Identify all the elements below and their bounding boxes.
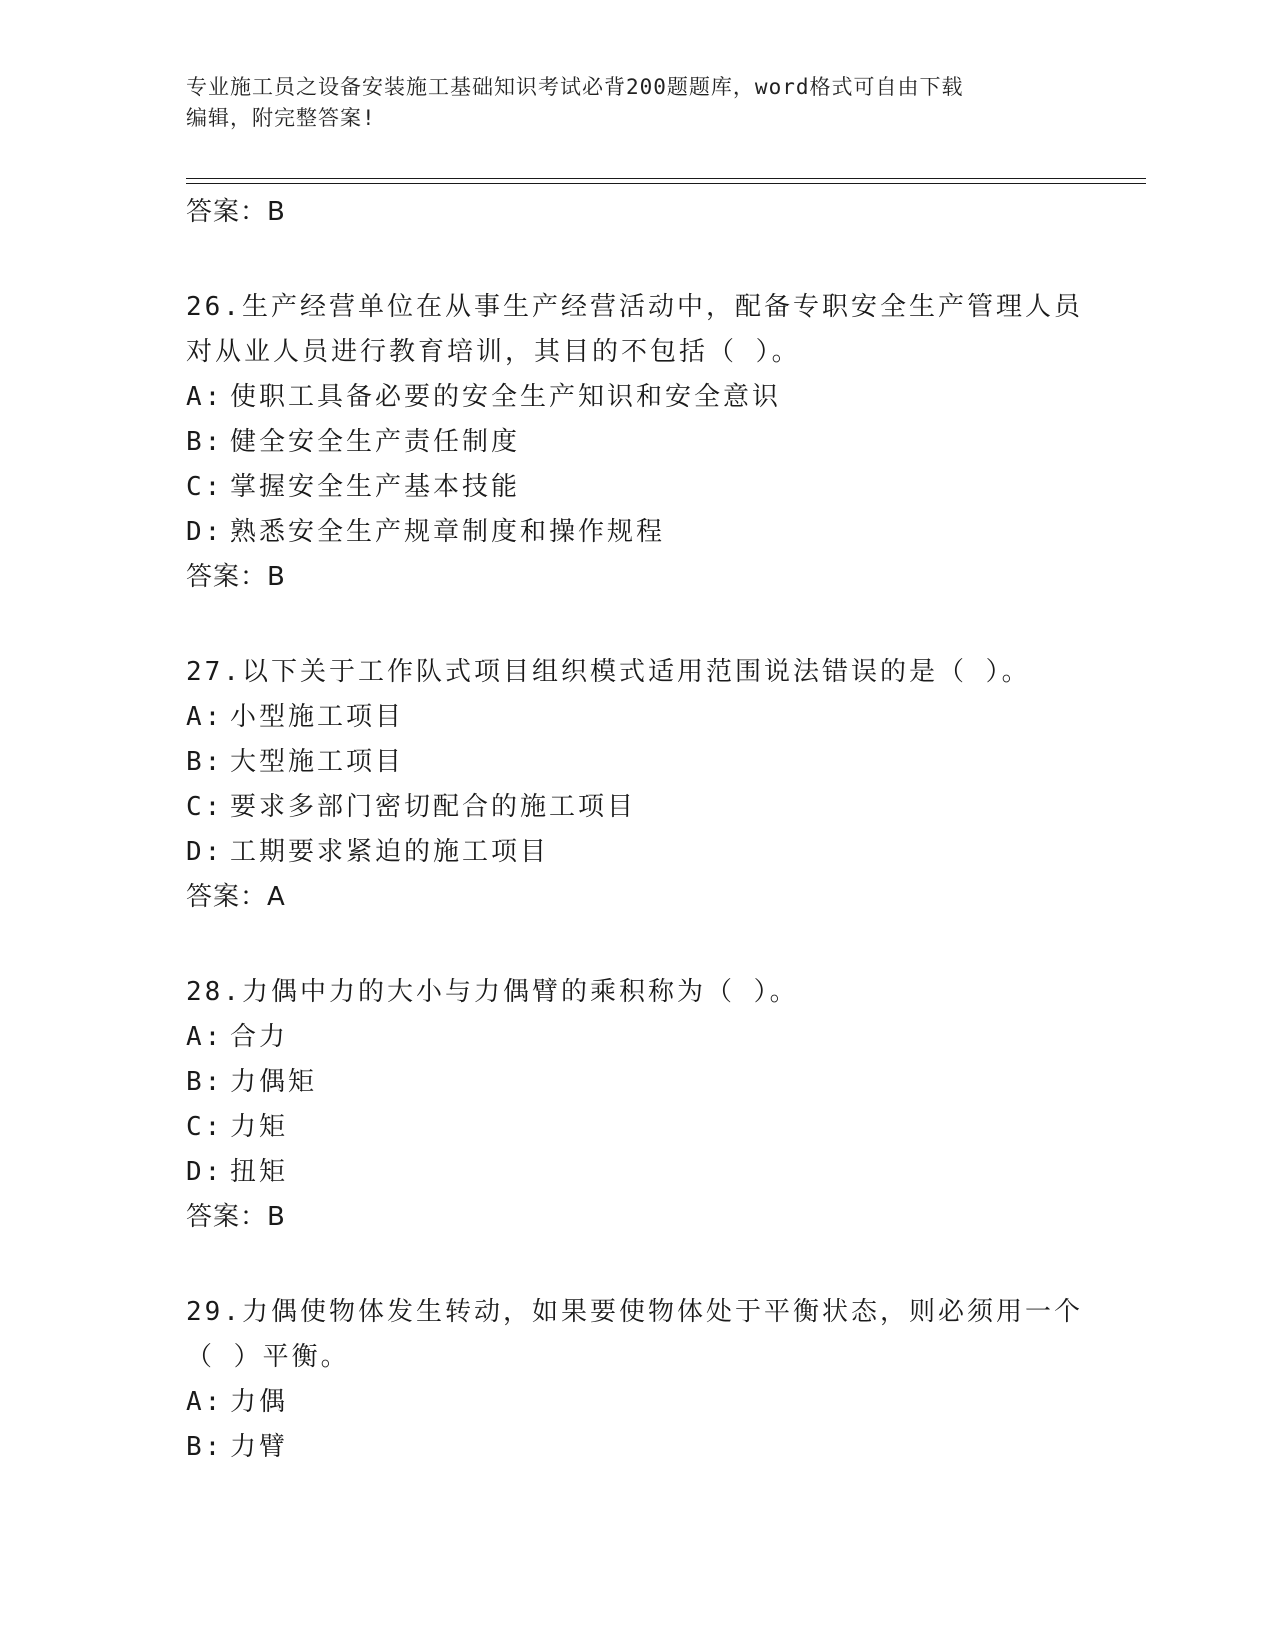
- header-line-1: 专业施工员之设备安装施工基础知识考试必背200题题库，word格式可自由下载: [186, 75, 964, 99]
- option-text: 力偶矩: [230, 1067, 318, 1097]
- option-text: 要求多部门密切配合的施工项目: [230, 792, 637, 822]
- header-divider-bottom: [186, 183, 1146, 184]
- option: [186, 785, 1086, 830]
- answer-line: 答案：B: [186, 1202, 286, 1232]
- option: [186, 1425, 1086, 1470]
- option: [186, 1150, 1086, 1195]
- option-key: D:: [186, 517, 224, 547]
- question-block: [186, 1290, 1086, 1470]
- question-stem: 对从业人员进行教育培训，其目的不包括（ ）。: [186, 337, 801, 367]
- option-text: 使职工具备必要的安全生产知识和安全意识: [230, 382, 782, 412]
- option-key: C:: [186, 1112, 224, 1142]
- option-key: B:: [186, 427, 224, 457]
- option-key: A:: [186, 1022, 224, 1052]
- spacer: [186, 1240, 1086, 1290]
- option-key: C:: [186, 472, 224, 502]
- option: [186, 830, 1086, 875]
- question-stem: 27.以下关于工作队式项目组织模式适用范围说法错误的是（ ）。: [186, 657, 1031, 687]
- option-text: 扭矩: [230, 1157, 289, 1187]
- document-header: [186, 72, 1066, 134]
- option-key: D:: [186, 837, 224, 867]
- option-key: A:: [186, 702, 224, 732]
- option: [186, 740, 1086, 785]
- question-block: [186, 970, 1086, 1240]
- question-block: [186, 285, 1086, 600]
- header-divider-top: [186, 178, 1146, 179]
- option: [186, 1105, 1086, 1150]
- option-text: 熟悉安全生产规章制度和操作规程: [230, 517, 666, 547]
- question-stem: （ ）平衡。: [186, 1342, 350, 1372]
- option: [186, 695, 1086, 740]
- option-text: 工期要求紧迫的施工项目: [230, 837, 550, 867]
- option: [186, 510, 1086, 555]
- option-text: 小型施工项目: [230, 702, 405, 732]
- option: [186, 1060, 1086, 1105]
- answer-line: 答案：B: [186, 562, 286, 592]
- question-stem: 28.力偶中力的大小与力偶臂的乘积称为（ ）。: [186, 977, 799, 1007]
- option-text: 合力: [230, 1022, 289, 1052]
- option-key: B:: [186, 1432, 224, 1462]
- option: [186, 420, 1086, 465]
- option: [186, 375, 1086, 420]
- option-key: A:: [186, 1387, 224, 1417]
- option: [186, 1380, 1086, 1425]
- question-block: [186, 650, 1086, 920]
- spacer: [186, 235, 1086, 285]
- option-key: A:: [186, 382, 224, 412]
- option-text: 掌握安全生产基本技能: [230, 472, 521, 502]
- option-key: B:: [186, 747, 224, 777]
- question-stem: 29.力偶使物体发生转动，如果要使物体处于平衡状态，则必须用一个: [186, 1297, 1083, 1327]
- spacer: [186, 600, 1086, 650]
- option-text: 健全安全生产责任制度: [230, 427, 521, 457]
- previous-answer: 答案：B: [186, 197, 286, 227]
- spacer: [186, 920, 1086, 970]
- option-text: 大型施工项目: [230, 747, 405, 777]
- option-text: 力偶: [230, 1387, 289, 1417]
- header-line-2: 编辑，附完整答案!: [186, 106, 376, 130]
- option-key: D:: [186, 1157, 224, 1187]
- option-key: C:: [186, 792, 224, 822]
- answer-line: 答案：A: [186, 882, 286, 912]
- option: [186, 1015, 1086, 1060]
- option-text: 力臂: [230, 1432, 289, 1462]
- option-text: 力矩: [230, 1112, 289, 1142]
- option-key: B:: [186, 1067, 224, 1097]
- question-list: [186, 190, 1086, 1470]
- option: [186, 465, 1086, 510]
- question-stem: 26.生产经营单位在从事生产经营活动中，配备专职安全生产管理人员: [186, 292, 1083, 322]
